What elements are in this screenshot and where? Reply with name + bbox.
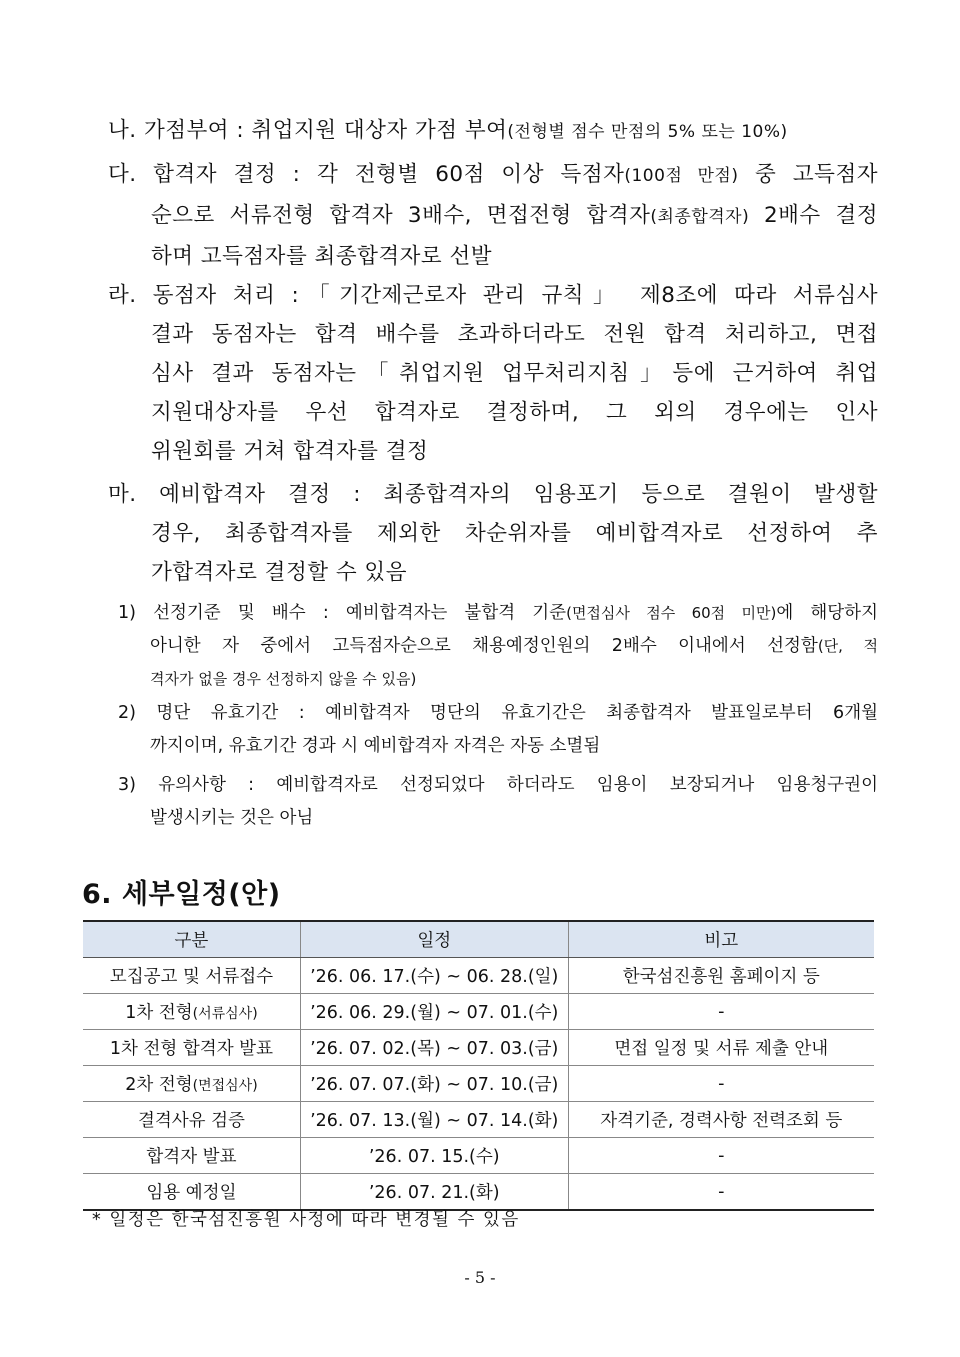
sub-item-1-text-b: 에 해당하지 — [776, 603, 878, 623]
schedule-footnote: * 일정은 한국섬진흥원 사정에 따라 변경될 수 있음 — [92, 1210, 520, 1230]
cell-date: ’26. 07. 21.(화) — [300, 1174, 568, 1211]
sub-item-1-line-1 — [118, 597, 878, 630]
column-header-remarks: 비고 — [568, 921, 874, 958]
item-da-line-2 — [108, 196, 878, 237]
item-ma-line-1: 마. 예비합격자 결정 : 최종합격자의 임용포기 등으로 결원이 발생할 — [108, 482, 878, 507]
cell-remarks: 자격기준, 경력사항 전력조회 등 — [568, 1102, 874, 1138]
sub-item-3-line-2: 발생시키는 것은 아님 — [150, 808, 314, 828]
item-na-small: (전형별 점수 만점의 5% 또는 10%) — [507, 122, 788, 142]
item-ma-line-2: 경우, 최종합격자를 제외한 차순위자를 예비합격자로 선정하여 추 — [151, 521, 878, 546]
item-ra-line-1: 라. 동점자 처리 :「기간제근로자 관리 규칙」 제8조에 따라 서류심사 — [108, 283, 878, 308]
schedule-table — [83, 920, 874, 1211]
cell-remarks: 한국섬진흥원 홈페이지 등 — [568, 958, 874, 994]
cell-date: ’26. 07. 15.(수) — [300, 1138, 568, 1174]
cell-date: ’26. 06. 17.(수) ~ 06. 28.(일) — [300, 958, 568, 994]
item-na — [108, 111, 878, 152]
category-small: (서류심사) — [192, 1006, 258, 1022]
item-da-text-b: 중 고득점자 — [738, 162, 878, 187]
cell-remarks: - — [568, 994, 874, 1030]
table-row — [83, 1030, 874, 1066]
item-da-small: (100점 만점) — [624, 166, 739, 186]
item-da-line2-b: 2배수 결정 — [749, 203, 878, 228]
category-text: 2차 전형 — [125, 1075, 193, 1095]
sub-item-1-line2-a: 아니한 자 중에서 고득점자순으로 채용예정인원의 2배수 이내에서 선정함 — [150, 636, 818, 656]
cell-category — [83, 1066, 300, 1102]
cell-category — [83, 1138, 300, 1174]
category-small: (면접심사) — [192, 1078, 258, 1094]
sub-item-2 — [118, 697, 878, 763]
cell-remarks: - — [568, 1138, 874, 1174]
table-row — [83, 1174, 874, 1211]
sub-item-2-line-2: 까지이며, 유효기간 경과 시 예비합격자 자격은 자동 소멸됨 — [150, 736, 601, 756]
cell-date: ’26. 06. 29.(월) ~ 07. 01.(수) — [300, 994, 568, 1030]
category-text: 1차 전형 — [125, 1003, 193, 1023]
category-text: 1차 전형 합격자 발표 — [109, 1039, 273, 1059]
cell-date: ’26. 07. 13.(월) ~ 07. 14.(화) — [300, 1102, 568, 1138]
sub-item-1-line2-small: (단, 적 — [817, 637, 878, 655]
column-header-category: 구분 — [83, 921, 300, 958]
sub-item-3 — [118, 769, 878, 835]
item-da-line2-a: 순으로 서류전형 합격자 3배수, 면접전형 합격자 — [151, 203, 651, 228]
cell-remarks: - — [568, 1066, 874, 1102]
item-da-text-a: 다. 합격자 결정 : 각 전형별 60점 이상 득점자 — [108, 162, 625, 187]
sub-item-1-small: (면접심사 점수 60점 미만) — [566, 604, 777, 622]
sub-item-1-line-2 — [118, 630, 878, 663]
item-na-line-1 — [108, 111, 878, 152]
cell-remarks: 면접 일정 및 서류 제출 안내 — [568, 1030, 874, 1066]
category-text: 모집공고 및 서류접수 — [109, 967, 274, 987]
sub-item-2-line-1: 2) 명단 유효기간 : 예비합격자 명단의 유효기간은 최종합격자 발표일로부터 6개월 — [118, 703, 878, 723]
item-da-line-3: 하며 고득점자를 최종합격자로 선발 — [151, 244, 493, 269]
item-da — [108, 155, 878, 276]
cell-date: ’26. 07. 07.(화) ~ 07. 10.(금) — [300, 1066, 568, 1102]
cell-category — [83, 1102, 300, 1138]
table-row — [83, 994, 874, 1030]
cell-remarks: - — [568, 1174, 874, 1211]
item-na-text: 나. 가점부여 : 취업지원 대상자 가점 부여 — [108, 118, 508, 143]
sub-item-3-line-1: 3) 유의사항 : 예비합격자로 선정되었다 하더라도 임용이 보장되거나 임용청구권이 — [118, 775, 878, 795]
cell-date: ’26. 07. 02.(목) ~ 07. 03.(금) — [300, 1030, 568, 1066]
item-ra-line-3: 심사 결과 동점자는「취업지원 업무처리지침」등에 근거하여 취업 — [151, 361, 878, 386]
section-title: 6. 세부일정(안) — [82, 879, 281, 910]
page-number: - 5 - — [464, 1268, 496, 1287]
cell-category — [83, 958, 300, 994]
item-ra-line-2: 결과 동점자는 합격 배수를 초과하더라도 전원 합격 처리하고, 면접 — [151, 322, 878, 347]
cell-category — [83, 994, 300, 1030]
category-text: 합격자 발표 — [146, 1147, 237, 1167]
category-text: 임용 예정일 — [146, 1183, 237, 1203]
sub-item-1 — [118, 597, 878, 696]
table-row — [83, 1138, 874, 1174]
item-ra — [108, 276, 878, 471]
table-header-row — [83, 921, 874, 958]
column-header-date: 일정 — [300, 921, 568, 958]
cell-category — [83, 1030, 300, 1066]
sub-item-1-text-a: 1) 선정기준 및 배수 : 예비합격자는 불합격 기준 — [118, 603, 567, 623]
sub-item-1-line-3: 격자가 없을 경우 선정하지 않을 수 있음) — [150, 670, 417, 688]
item-da-line2-small: (최종합격자) — [650, 207, 750, 227]
table-row — [83, 958, 874, 994]
item-ma-line-3: 가합격자로 결정할 수 있음 — [151, 560, 407, 585]
item-ma — [108, 475, 878, 592]
table-row — [83, 1066, 874, 1102]
item-ra-line-4: 지원대상자를 우선 합격자로 결정하며, 그 외의 경우에는 인사 — [151, 400, 878, 425]
cell-category — [83, 1174, 300, 1211]
table-row — [83, 1102, 874, 1138]
item-da-line-1 — [108, 155, 878, 196]
item-ra-line-5: 위원회를 거쳐 합격자를 결정 — [151, 439, 429, 464]
category-text: 결격사유 검증 — [137, 1111, 245, 1131]
